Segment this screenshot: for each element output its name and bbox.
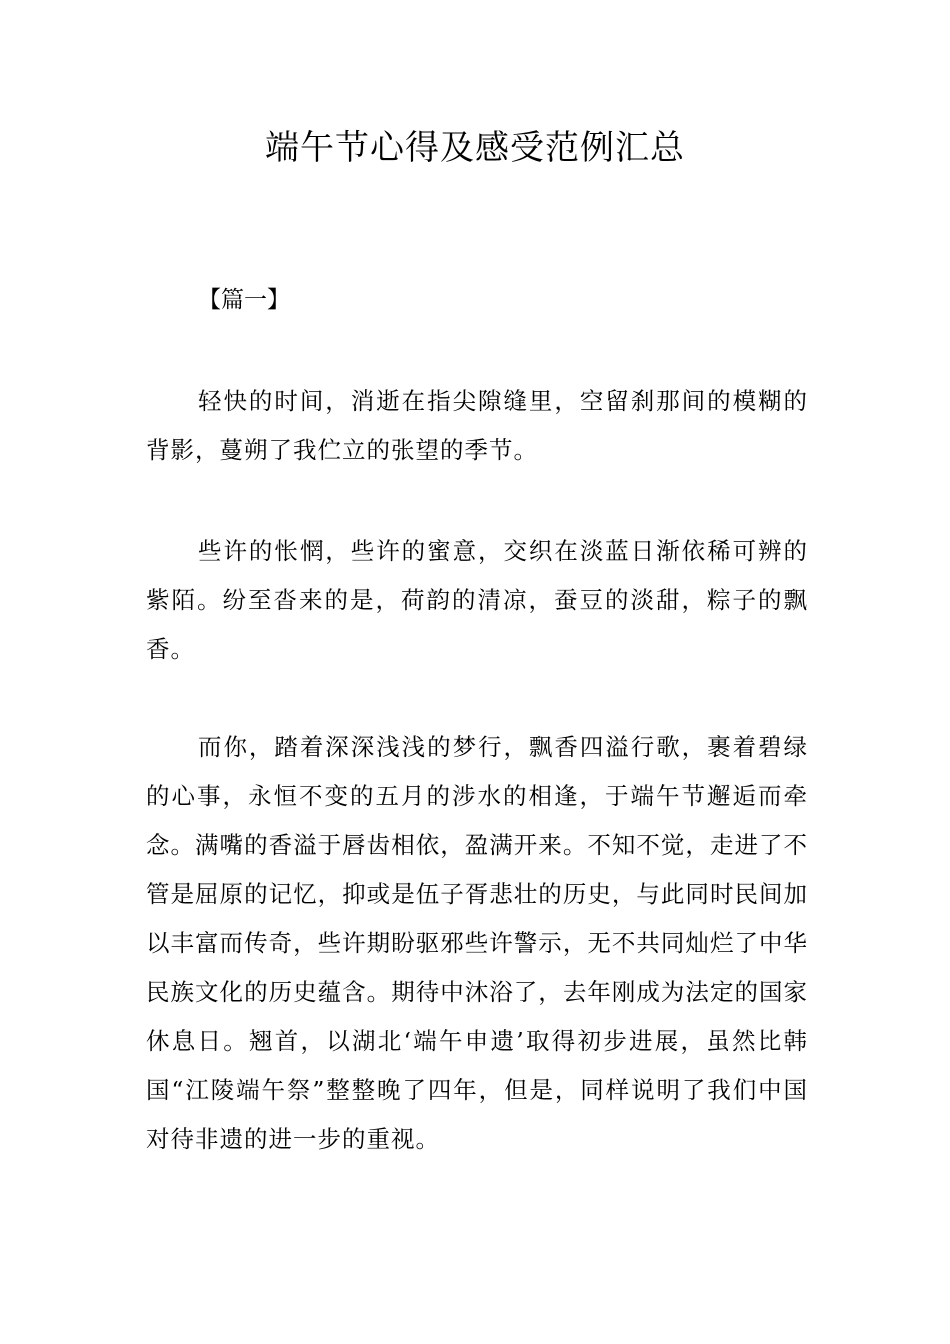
document-title: 端午节心得及感受范例汇总 [265, 128, 685, 168]
paragraph: 而你，踏着深深浅浅的梦行，飘香四溢行歌，裹着碧绿的心事，永恒不变的五月的涉水的相逢，于端午节邂逅而牵念。满嘴的香溢于唇齿相依，盈满开来。不知不觉，走进了不管是屈原的记忆，抑或是伍子胥悲壮的历史，与此同时民间加以丰富而传奇，些许期盼驱邪些许警示，无不共同灿烂了中华民族文化的历史蕴含。期待中沐浴了，去年刚成为法定的国家休息日。翘首，以湖北‘端午申遗’取得初步进展，虽然比韩国“江陵端午祭”整整晚了四年，但是，同样说明了我们中国对待非遗的进一步的重视。 [146, 733, 808, 1153]
paragraph: 轻快的时间，消逝在指尖隙缝里，空留刹那间的模糊的背影，蔓朔了我伫立的张望的季节。 [146, 387, 808, 464]
section-label: 【篇一】 [198, 287, 290, 313]
paragraph: 些许的怅惘，些许的蜜意，交织在淡蓝日渐依稀可辨的紫陌。纷至沓来的是，荷韵的清凉，蚕豆的淡甜，粽子的飘香。 [146, 537, 808, 663]
